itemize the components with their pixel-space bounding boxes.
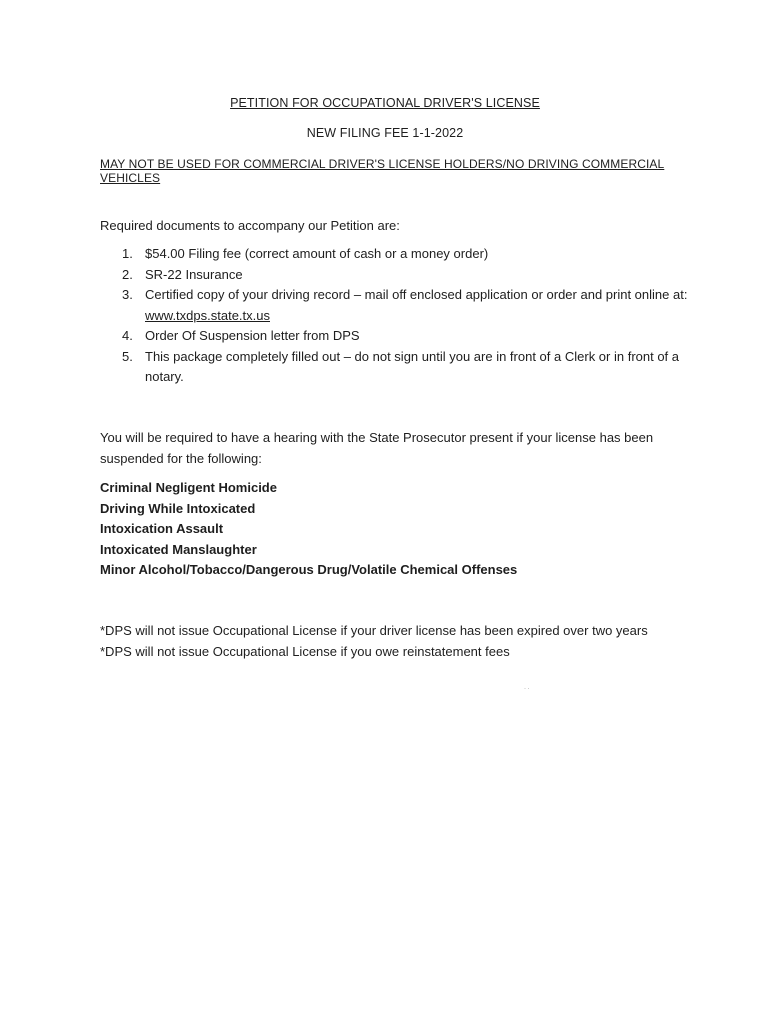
dps-website-link[interactable]: www.txdps.state.tx.us [145, 307, 270, 323]
list-item [100, 326, 700, 347]
list-item [100, 285, 700, 326]
scan-speck: · · [524, 686, 530, 692]
offense-item: Criminal Negligent Homicide [100, 480, 277, 495]
requirements-list [100, 244, 700, 388]
document-title: PETITION FOR OCCUPATIONAL DRIVER'S LICENSE [230, 96, 540, 110]
list-item [100, 347, 700, 388]
list-item [100, 244, 700, 265]
item-number: 1. [122, 246, 133, 261]
item-number: 5. [122, 348, 133, 364]
offense-item: Driving While Intoxicated [100, 500, 256, 516]
item-text: This package completely filled out – do not sign until you are in front of a Clerk or in front of a notary. [145, 348, 680, 384]
item-number: 4. [122, 328, 133, 343]
filing-fee-date: NEW FILING FEE 1-1-2022 [306, 126, 464, 140]
requirements-intro: Required documents to accompany our Petition are: [100, 218, 400, 233]
dps-notes [100, 621, 700, 662]
commercial-restriction-notice: MAY NOT BE USED FOR COMMERCIAL DRIVER'S LICENSE HOLDERS/NO DRIVING COMMERCIAL VEHICLES [100, 157, 665, 185]
item-text: SR-22 Insurance [145, 266, 243, 282]
hearing-requirement-text: You will be required to have a hearing with the State Prosecutor present if your license has been suspended for the following: [100, 430, 654, 466]
item-text: $54.00 Filing fee (correct amount of cash or a money order) [145, 246, 489, 261]
offense-item: Minor Alcohol/Tobacco/Dangerous Drug/Volatile Chemical Offenses [100, 562, 518, 577]
dps-note: *DPS will not issue Occupational License if you owe reinstatement fees [100, 643, 510, 659]
item-number: 3. [122, 287, 133, 302]
item-text: Certified copy of your driving record – mail off enclosed application or order and print online at: [145, 287, 688, 302]
dps-note: *DPS will not issue Occupational License if your driver license has been expired over two years [100, 623, 648, 638]
offense-list [100, 478, 517, 581]
offense-item: Intoxication Assault [100, 521, 224, 536]
item-text: Order Of Suspension letter from DPS [145, 328, 360, 343]
offense-item: Intoxicated Manslaughter [100, 541, 257, 557]
item-number: 2. [122, 266, 133, 282]
list-item [100, 265, 700, 286]
